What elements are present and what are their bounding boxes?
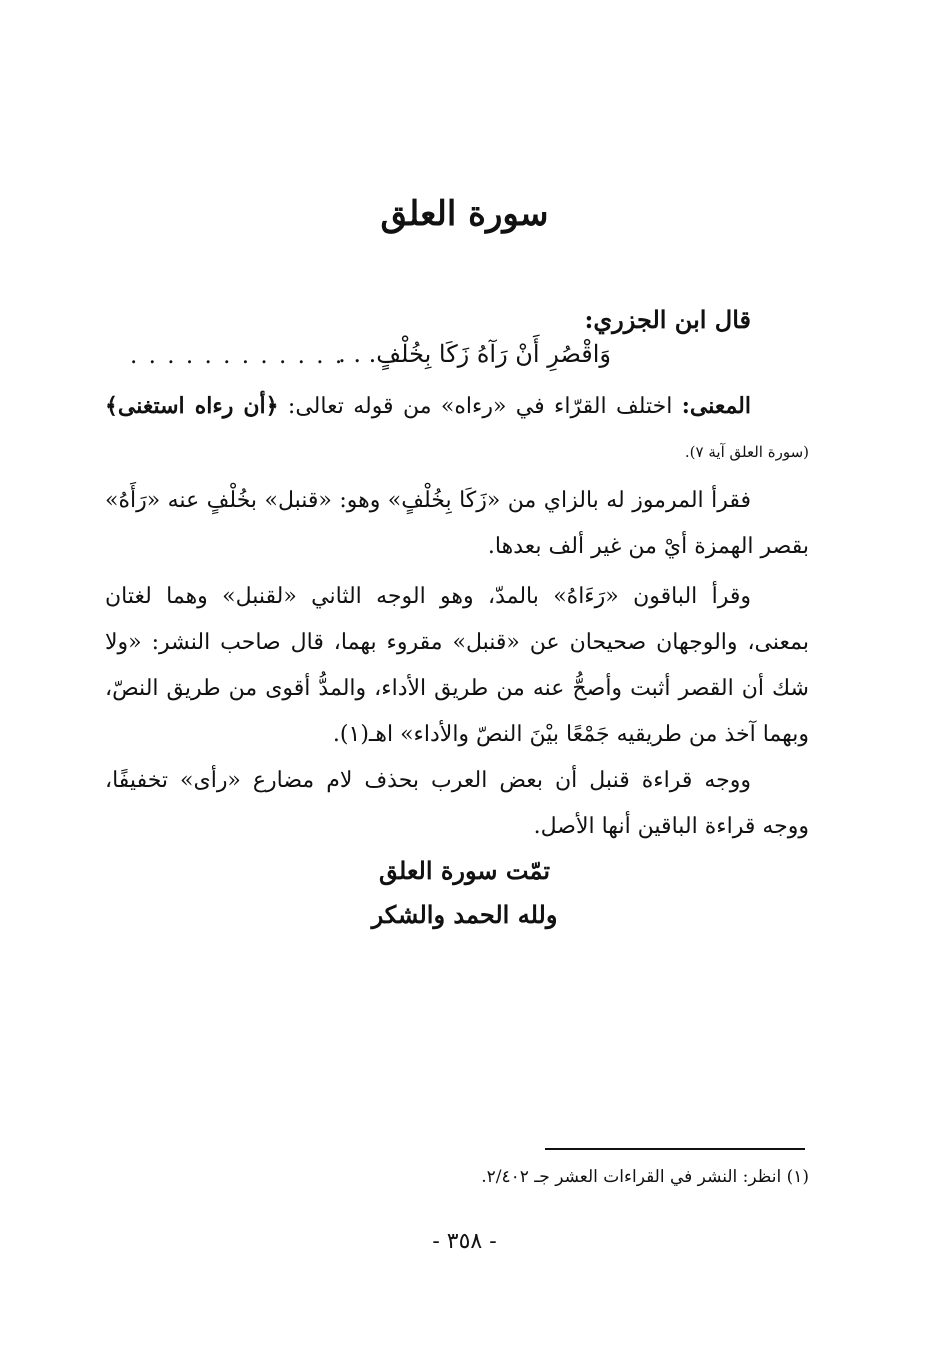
verse-right-hemistich: وَاقْصُرِ أَنْ رَآهُ زَكَا بِخُلْفٍ. . . [338, 340, 611, 368]
paragraph-3: ووجه قراءة قنبل أن بعض العرب بحذف لام مضارع «رأى» تخفيفًا، ووجه قراءة الباقين أنها الأصل. [105, 768, 809, 839]
quote-intro: قال ابن الجزري: [584, 305, 751, 334]
ayah-quote: ﴿أن رءاه استغنى﴾ [105, 393, 279, 419]
page-title: سورة العلق [380, 194, 549, 234]
verse-left-dots: . . . . . . . . . . . . [130, 343, 345, 369]
meaning-label: المعنى: [681, 393, 751, 419]
closing-line-2: ولله الحمد والشكر [371, 900, 558, 929]
closing-line-1: تمّت سورة العلق [378, 856, 551, 885]
meaning-text: اختلف القرّاء في «رءاه» من قوله تعالى: [287, 394, 673, 419]
page-number: - ٣٥٨ - [432, 1229, 497, 1254]
footnote-divider [545, 1148, 805, 1150]
paragraph-2: وقرأ الباقون «رَءَاهُ» بالمدّ، وهو الوجه الثاني «لقنبل» وهما لغتان بمعنى، والوجهان صحيحان عن «قنبل» مقروء بهما، قال صاحب النشر: «ولا شك أن القصر أثبت وأصحُّ عنه من طريق الأداء، والمدُّ أقوى من طريق النصّ، وبهما آخذ من طريقيه جَمْعًا بيْنَ النصّ والأداء» اهـ(١). [105, 584, 809, 747]
ayah-reference: (سورة العلق آية ٧). [684, 443, 809, 461]
paragraph-1: فقرأ المرموز له بالزاي من «زَكَا بِخُلْفٍ» وهو: «قنبل» بخُلْفٍ عنه «رَأَهُ» بقصر الهمزة أيْ من غير ألف بعدها. [105, 488, 809, 559]
meaning-line [105, 386, 751, 427]
footnote: (١) انظر: النشر في القراءات العشر جـ ٢/٤٠٢. [481, 1167, 809, 1187]
